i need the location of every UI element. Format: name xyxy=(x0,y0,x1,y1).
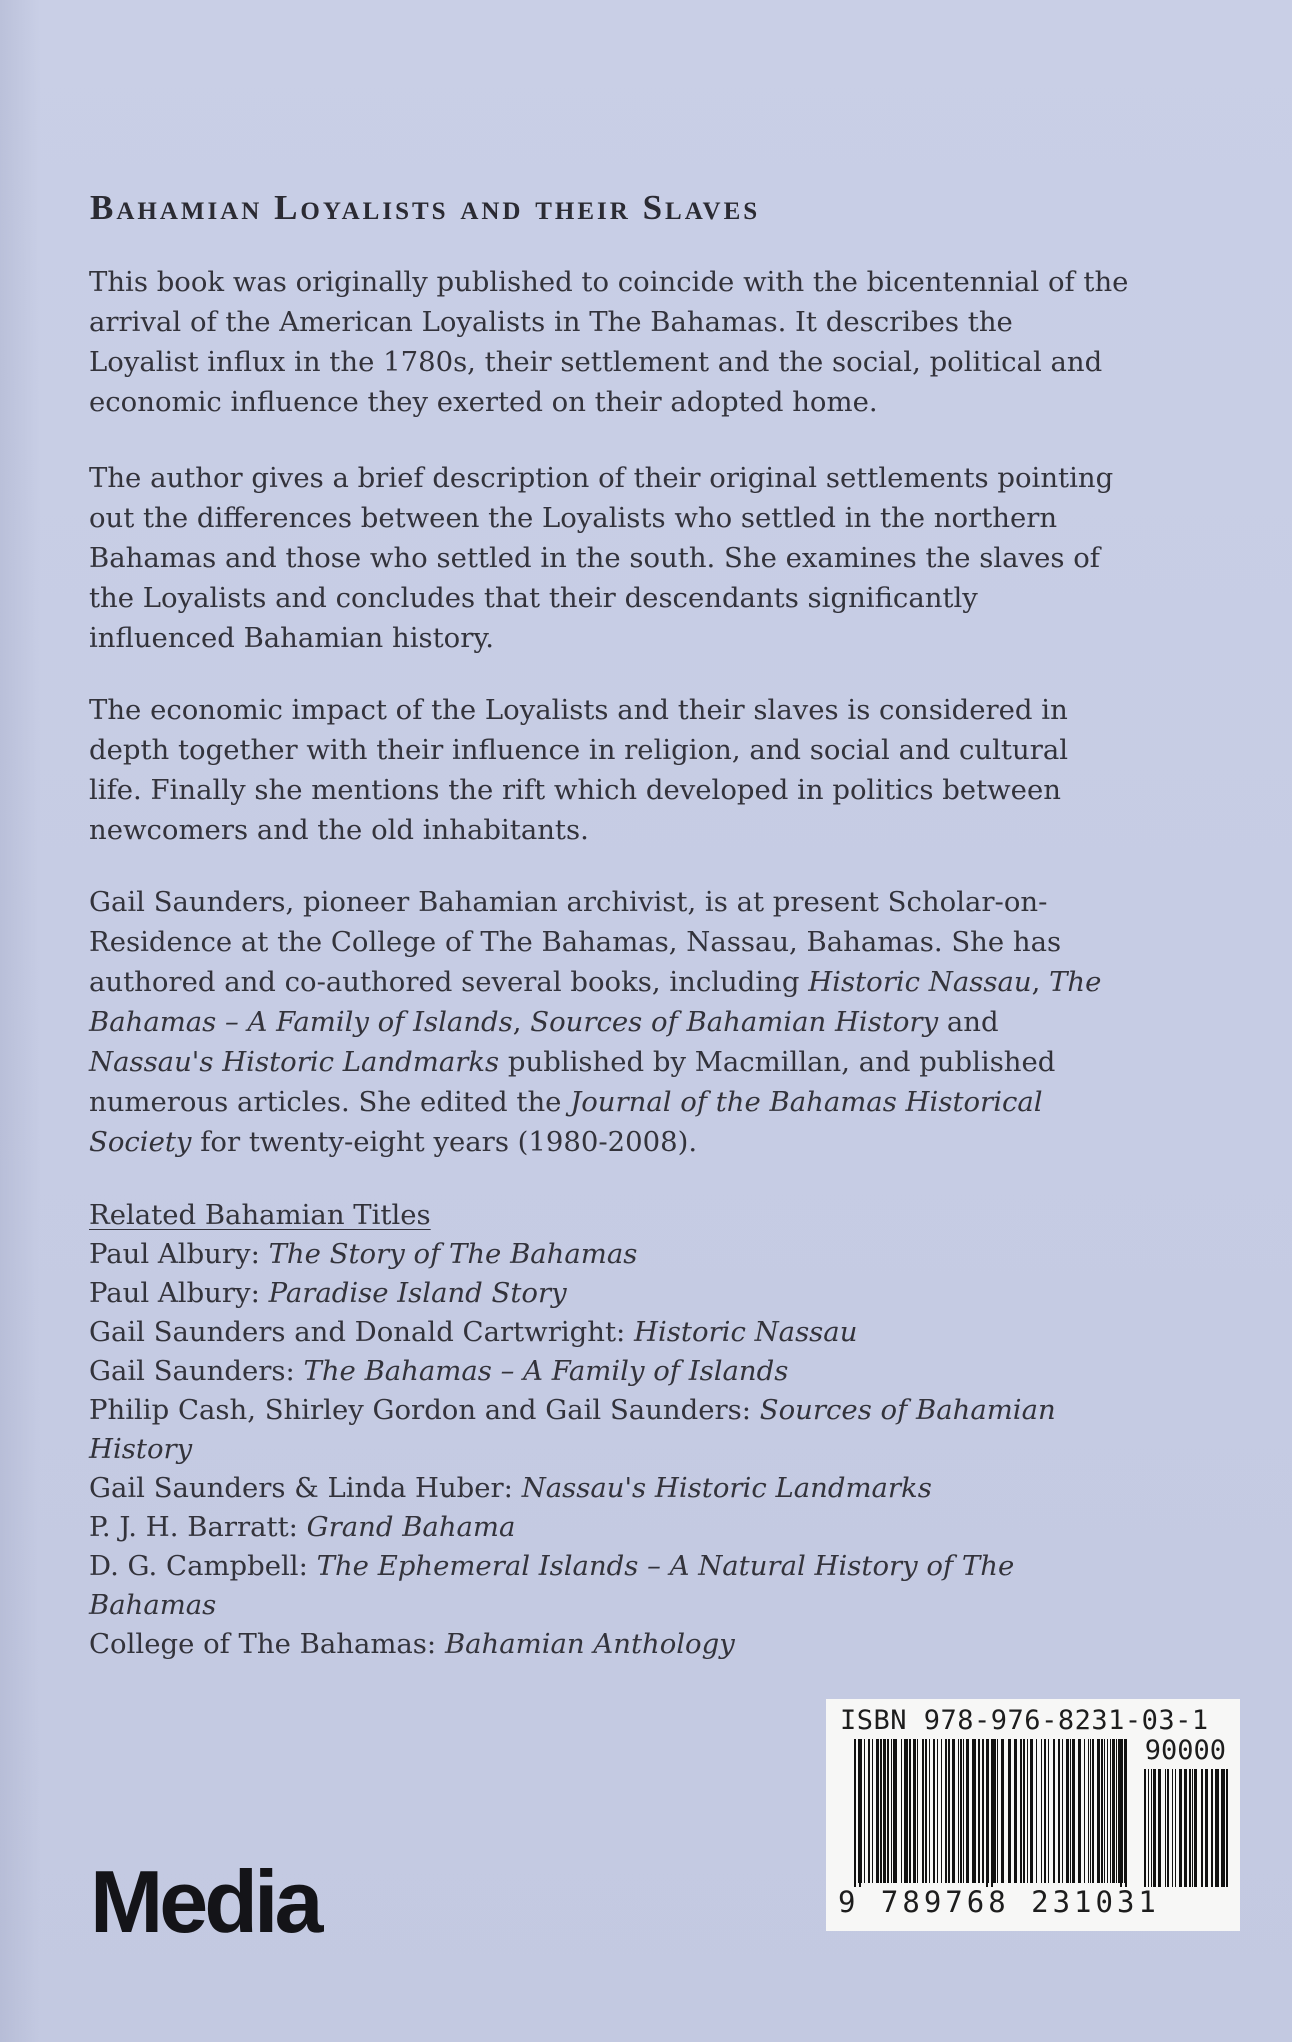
journal-title-reference: Journal of the Bahamas Historical Society xyxy=(89,1086,1043,1158)
related-title-author: Paul Albury: xyxy=(89,1238,269,1270)
barcode-bar xyxy=(1107,1739,1108,1883)
related-title-author: Gail Saunders & Linda Huber: xyxy=(89,1472,522,1504)
related-title-item xyxy=(89,1391,1129,1469)
related-title-item xyxy=(89,1469,1129,1508)
barcode-bar xyxy=(958,1739,959,1883)
author-bio-text: , xyxy=(512,1006,531,1038)
barcode-bar xyxy=(1116,1739,1117,1883)
barcode-bar xyxy=(1027,1739,1028,1883)
related-title-author: Philip Cash, Shirley Gordon and Gail Saunders: xyxy=(89,1394,760,1426)
barcode-bar xyxy=(1211,1769,1213,1887)
barcode-bar xyxy=(1112,1739,1115,1883)
description-paragraph-3: The economic impact of the Loyalists and their slaves is considered in depth together with their influence in religion, and social and cultural life. Finally she mentions the rift which developed in politics between newcomers and the old inhabitants. xyxy=(89,694,1069,846)
barcode-bar xyxy=(1072,1739,1075,1883)
publisher-logo: Media xyxy=(90,1852,320,1951)
barcode-bar xyxy=(1104,1739,1105,1883)
barcode-bar xyxy=(1053,1739,1055,1883)
barcode-bar xyxy=(993,1739,996,1883)
related-title-item xyxy=(89,1352,1129,1391)
barcode-bar xyxy=(909,1739,911,1883)
barcode-bar xyxy=(978,1739,980,1883)
barcode-bar xyxy=(997,1739,998,1883)
barcode-guard-bar xyxy=(854,1739,856,1887)
barcode-bar xyxy=(1172,1769,1173,1887)
related-title-name: Historic Nassau xyxy=(634,1316,858,1348)
barcode-bar xyxy=(1205,1769,1208,1887)
barcode-bar xyxy=(858,1739,859,1883)
barcode-bar xyxy=(1144,1769,1146,1887)
isbn-barcode-panel xyxy=(826,1699,1240,1931)
related-title-item xyxy=(89,1235,1129,1274)
barcode-bar xyxy=(1153,1769,1156,1887)
related-title-name: Grand Bahama xyxy=(306,1511,516,1543)
related-titles-list xyxy=(89,1196,1129,1664)
barcode-bar xyxy=(1023,1739,1025,1883)
barcode-bar xyxy=(1189,1769,1191,1887)
author-bio-text: , xyxy=(1031,966,1050,998)
related-title-author: College of The Bahamas: xyxy=(89,1628,445,1660)
related-title-name: Nassau's Historic Landmarks xyxy=(521,1472,932,1504)
barcode-guard-bar xyxy=(1125,1739,1127,1887)
barcode-bar xyxy=(1044,1739,1046,1883)
related-title-author: Paul Albury: xyxy=(89,1277,269,1309)
barcode-guard-bar xyxy=(859,1739,861,1887)
barcode-bar xyxy=(960,1739,962,1883)
barcode-guard-bar xyxy=(986,1739,988,1887)
author-bio xyxy=(89,882,1129,1162)
barcode-bar xyxy=(1215,1769,1219,1887)
barcode-guard-bar xyxy=(1120,1739,1122,1887)
book-title-reference: Historic Nassau xyxy=(808,966,1032,998)
barcode-bar xyxy=(945,1739,947,1883)
related-title-item xyxy=(89,1508,1129,1547)
related-title-name: Bahamian Anthology xyxy=(444,1628,735,1660)
author-bio-text: Gail Saunders, pioneer Bahamian archivist, is at present Scholar-on-Residence at the College of The Bahamas, Nassau, Bahamas. She has authored and co-authored several books, including xyxy=(89,886,1062,998)
barcode-bar xyxy=(1084,1739,1085,1883)
barcode-bars xyxy=(830,1703,1236,1887)
book-title-reference: Nassau's Historic Landmarks xyxy=(89,1046,500,1078)
related-title-author: Gail Saunders: xyxy=(89,1355,304,1387)
barcode-bar xyxy=(925,1739,927,1883)
barcode-bar xyxy=(893,1739,897,1883)
book-title: Bahamian Loyalists and their Slaves xyxy=(90,188,761,227)
barcode-guard-bar xyxy=(991,1739,993,1887)
barcode-bar xyxy=(876,1739,879,1883)
barcode-bar xyxy=(937,1739,938,1883)
author-bio-text: published by Macmillan, and published numerous articles. She edited the xyxy=(89,1046,1056,1118)
related-title-author: Gail Saunders and Donald Cartwright: xyxy=(89,1316,635,1348)
related-title-item xyxy=(89,1313,1129,1352)
barcode-bar xyxy=(864,1739,865,1883)
barcode-bar xyxy=(880,1739,882,1883)
related-title-item xyxy=(89,1547,1129,1625)
barcode-bar xyxy=(883,1739,886,1883)
barcode-bar xyxy=(1070,1739,1071,1883)
author-bio-text: for twenty-eight years (1980-2008). xyxy=(191,1126,698,1158)
barcode-bar xyxy=(1101,1739,1103,1883)
barcode-bar xyxy=(929,1739,930,1883)
barcode-bar xyxy=(922,1739,924,1883)
book-title-reference: Sources of Bahamian History xyxy=(530,1006,939,1038)
description-paragraph-1: This book was originally published to coincide with the bicentennial of the arrival of the American Loyalists in The Bahamas. It describes the Loyalist influx in the 1780s, their settlement and the social, political and economic influence they exerted on their adopted home. xyxy=(89,266,1129,418)
barcode-bar xyxy=(913,1739,916,1883)
barcode-bar xyxy=(872,1739,873,1883)
barcode-bar xyxy=(1001,1739,1004,1883)
related-title-name: The Ephemeral Islands – A Natural History of The Bahamas xyxy=(89,1550,1015,1621)
barcode-bar xyxy=(952,1739,955,1883)
barcode-bar xyxy=(1201,1769,1203,1887)
barcode-bar xyxy=(1020,1739,1022,1883)
barcode-bar xyxy=(887,1739,889,1883)
related-title-item xyxy=(89,1625,1129,1664)
barcode-bar xyxy=(1014,1739,1017,1883)
barcode-bar xyxy=(948,1739,950,1883)
barcode-bar xyxy=(1221,1769,1225,1887)
related-title-name: The Story of The Bahamas xyxy=(268,1238,638,1270)
barcode-digits: 9 789768 231031 xyxy=(838,1885,1160,1919)
barcode-bar xyxy=(1165,1769,1166,1887)
barcode-bar xyxy=(1158,1769,1161,1887)
related-title-author: P. J. H. Barratt: xyxy=(89,1511,307,1543)
barcode-bar xyxy=(1078,1739,1081,1883)
barcode-bar xyxy=(941,1739,942,1883)
barcode-bar xyxy=(868,1739,870,1883)
barcode-bar xyxy=(1110,1739,1111,1883)
isbn-label: ISBN 978-976-8231-03-1 xyxy=(840,1705,1209,1736)
author-bio-text: and xyxy=(938,1006,999,1038)
book-title-reference: The Bahamas – A Family of Islands xyxy=(89,966,1102,1038)
barcode-bar xyxy=(1118,1739,1120,1883)
barcode-bar xyxy=(1151,1769,1152,1887)
related-title-item xyxy=(89,1274,1129,1313)
barcode-bar xyxy=(1036,1739,1037,1883)
barcode-bar xyxy=(1062,1739,1063,1883)
barcode-bar xyxy=(904,1739,908,1883)
related-titles-heading: Related Bahamian Titles xyxy=(89,1199,431,1231)
barcode-bar xyxy=(1092,1739,1094,1883)
related-title-name: Paradise Island Story xyxy=(268,1277,567,1309)
barcode-bar xyxy=(963,1739,964,1883)
barcode-bar xyxy=(1194,1769,1197,1887)
barcode-bar xyxy=(1175,1769,1176,1887)
barcode-bar xyxy=(933,1739,935,1883)
related-title-author: D. G. Campbell: xyxy=(89,1550,317,1582)
barcode-bar xyxy=(966,1739,969,1883)
related-title-name: Sources of Bahamian History xyxy=(89,1394,1056,1465)
barcode-bar xyxy=(1030,1739,1033,1883)
barcode-bar xyxy=(1088,1739,1089,1883)
barcode-bar xyxy=(901,1739,902,1883)
barcode-bar xyxy=(1226,1769,1228,1887)
barcode-bar xyxy=(1048,1739,1049,1883)
barcode-bar xyxy=(1090,1739,1091,1883)
barcode-bar xyxy=(1167,1769,1169,1887)
barcode-bar xyxy=(982,1739,984,1883)
barcode-bar xyxy=(972,1739,976,1883)
barcode-bar xyxy=(1184,1769,1187,1887)
price-code-label: 90000 xyxy=(1144,1735,1226,1766)
barcode-bar xyxy=(1041,1739,1042,1883)
barcode-bar xyxy=(1008,1739,1011,1883)
barcode-bar xyxy=(1097,1739,1100,1883)
description-paragraph-2: The author gives a brief description of their original settlements pointing out the differences between the Loyalists who settled in the northern Bahamas and those who settled in the south. She examines the slaves of the Loyalists and concludes that their descendants significantly influenced Bahamian history. xyxy=(89,462,1114,654)
barcode-bar xyxy=(891,1739,892,1883)
barcode-bar xyxy=(1192,1769,1193,1887)
barcode-bar xyxy=(1058,1739,1060,1883)
barcode-bar xyxy=(1066,1739,1069,1883)
related-title-name: The Bahamas – A Family of Islands xyxy=(303,1355,789,1387)
barcode-bar xyxy=(917,1739,918,1883)
barcode-bar xyxy=(1179,1769,1182,1887)
barcode-bar xyxy=(1148,1769,1149,1887)
